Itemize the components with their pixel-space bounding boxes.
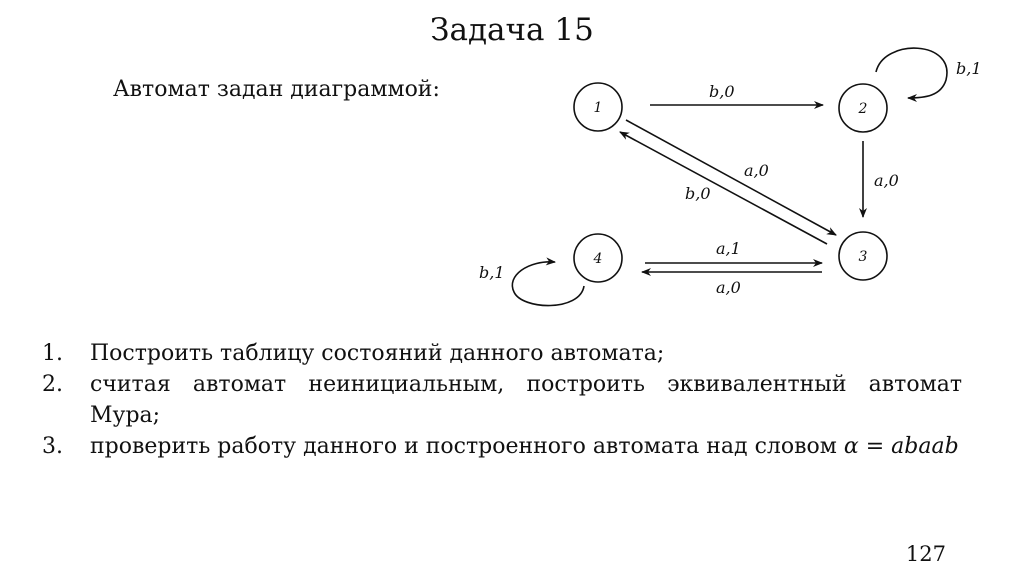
edge-label-2-self-loop: b,1 — [956, 59, 982, 78]
task-text: Построить таблицу состояний данного автомата; — [90, 341, 665, 366]
page-number: 127 — [905, 542, 946, 566]
task-item — [42, 338, 962, 369]
task-number: 1. — [42, 341, 63, 366]
task-list — [42, 338, 962, 462]
edge-label-3-to-1: b,0 — [685, 184, 711, 203]
edge-label-1-to-2: b,0 — [709, 82, 735, 101]
edge-2-self-loop — [876, 48, 947, 98]
task-text-main: проверить работу данного и построенного автомата над словом — [90, 434, 837, 459]
task-text-line-1: считая автомат неинициальным, построить эквивалентный автомат — [90, 372, 962, 397]
task-text — [90, 369, 962, 431]
edge-label-4-self-loop: b,1 — [479, 263, 505, 282]
edge-1-to-3 — [626, 120, 836, 235]
task-item — [42, 431, 962, 462]
edge-3-to-1 — [620, 132, 827, 244]
state-2-label: 2 — [858, 101, 868, 117]
intro-text: Автомат задан диаграммой: — [113, 77, 440, 102]
state-4 — [574, 234, 622, 282]
edge-label-4-to-3: a,1 — [716, 239, 741, 258]
task-item — [42, 369, 962, 431]
task-text — [90, 431, 962, 462]
state-3 — [839, 232, 887, 280]
state-1-label: 1 — [593, 100, 603, 116]
state-4-label: 4 — [593, 251, 603, 267]
edge-label-2-to-3: a,0 — [874, 171, 899, 190]
word-formula: α = abaab — [843, 434, 959, 459]
task-number: 3. — [42, 434, 63, 459]
state-2 — [839, 84, 887, 132]
state-1 — [574, 83, 622, 131]
edge-label-1-to-3: a,0 — [744, 161, 769, 180]
edge-label-3-to-4: a,0 — [716, 278, 741, 297]
task-text-line-2: Мура; — [90, 403, 161, 428]
slide-title: Задача 15 — [430, 12, 594, 48]
task-number: 2. — [42, 372, 63, 397]
state-3-label: 3 — [858, 249, 868, 265]
edge-4-self-loop — [512, 262, 584, 306]
